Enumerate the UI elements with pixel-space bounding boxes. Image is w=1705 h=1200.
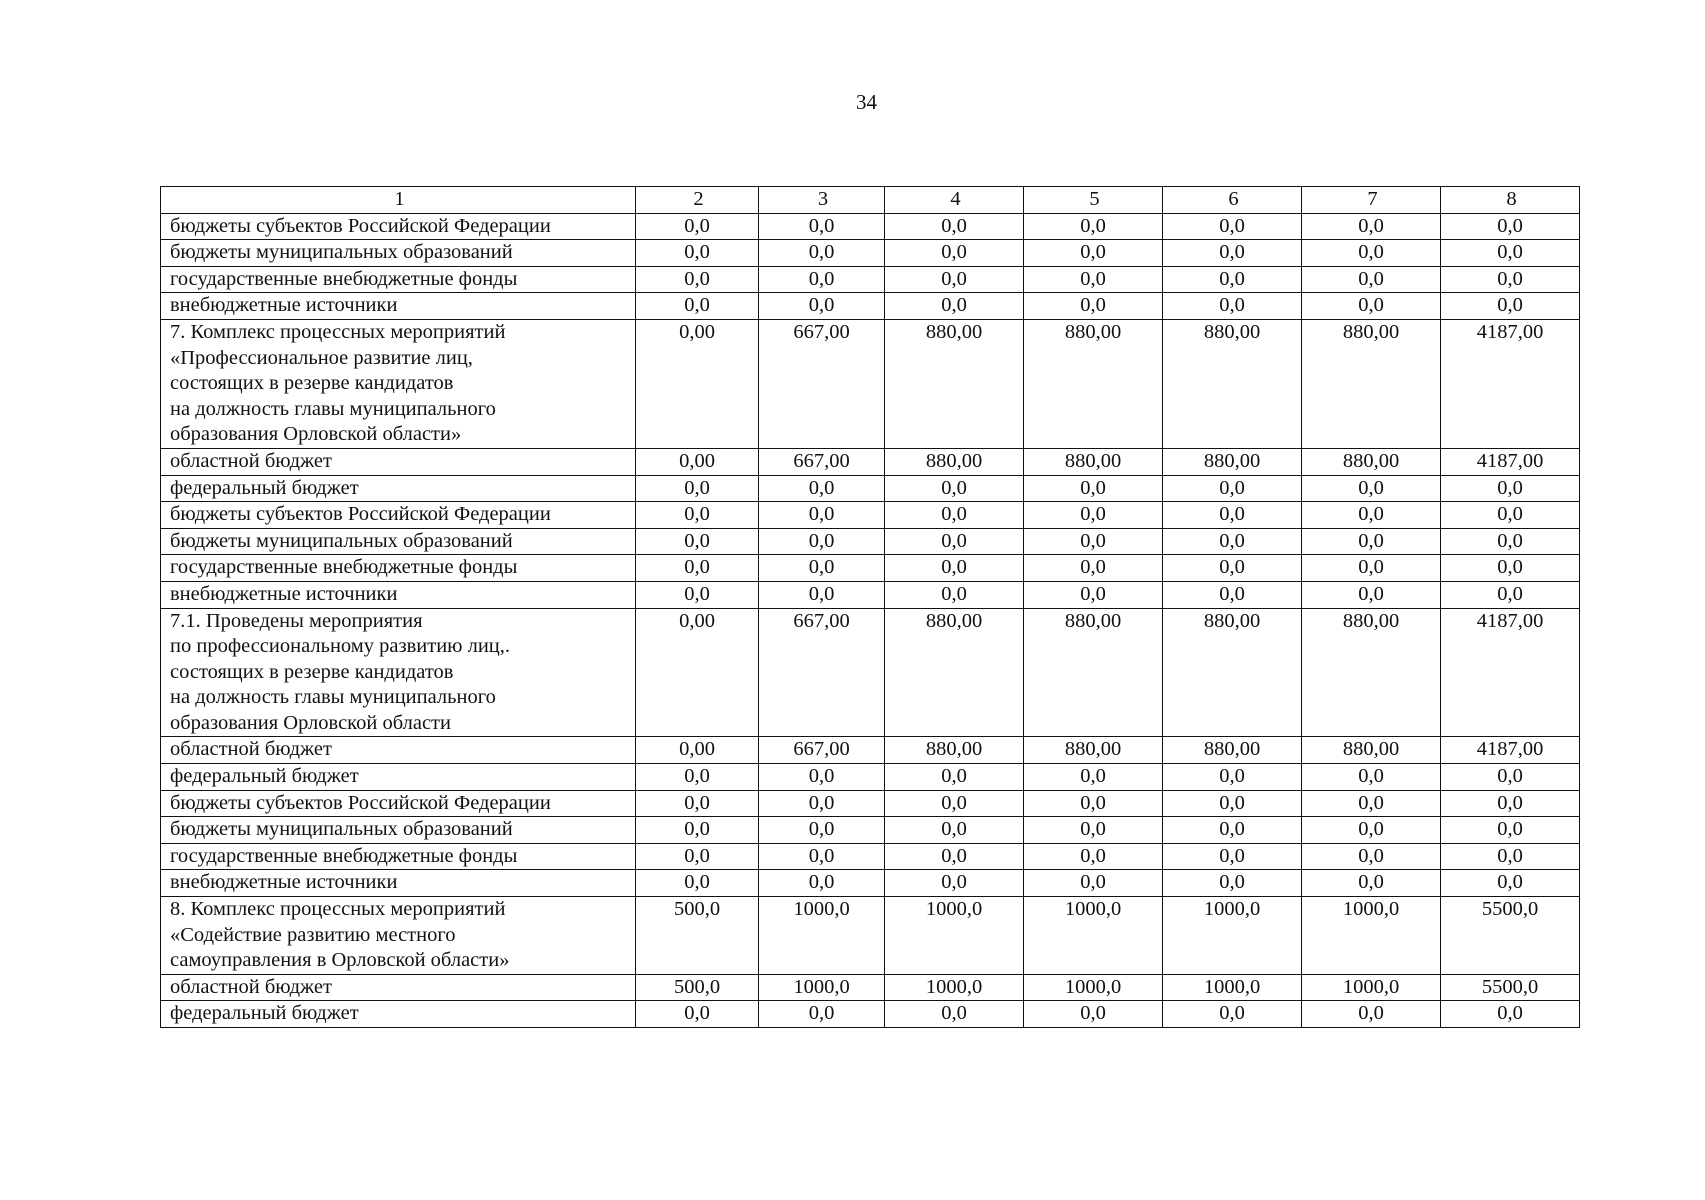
value-cell: 0,0 [1302, 817, 1441, 844]
table-row [161, 293, 1580, 320]
row-label [161, 240, 636, 267]
value-cell: 880,00 [1302, 319, 1441, 448]
table-row [161, 974, 1580, 1001]
value-cell: 880,00 [885, 448, 1024, 475]
value-cell: 880,00 [885, 608, 1024, 737]
value-cell: 0,0 [759, 528, 885, 555]
value-cell: 1000,0 [1024, 897, 1163, 975]
value-cell: 0,0 [885, 764, 1024, 791]
value-cell: 0,0 [1024, 502, 1163, 529]
value-cell: 5500,0 [1441, 974, 1580, 1001]
value-cell: 880,00 [1163, 319, 1302, 448]
table-row [161, 448, 1580, 475]
row-label-line: государственные внебюджетные фонды [170, 844, 518, 867]
value-cell: 0,0 [636, 870, 759, 897]
row-label [161, 974, 636, 1001]
row-label [161, 1001, 636, 1028]
row-label-line: федеральный бюджет [170, 1002, 359, 1025]
table-row [161, 319, 1580, 448]
row-label-line: внебюджетные источники [170, 871, 398, 894]
value-cell: 667,00 [759, 319, 885, 448]
row-label [161, 870, 636, 897]
value-cell: 0,0 [1163, 581, 1302, 608]
row-label-line: бюджеты субъектов Российской Федерации [170, 214, 551, 237]
value-cell: 0,0 [1024, 266, 1163, 293]
row-label [161, 293, 636, 320]
value-cell: 880,00 [1163, 737, 1302, 764]
value-cell: 1000,0 [759, 974, 885, 1001]
value-cell: 0,0 [1441, 502, 1580, 529]
value-cell: 0,0 [759, 240, 885, 267]
value-cell: 0,0 [636, 764, 759, 791]
value-cell: 880,00 [1024, 319, 1163, 448]
value-cell: 0,0 [759, 764, 885, 791]
value-cell: 1000,0 [885, 897, 1024, 975]
value-cell: 0,0 [1163, 555, 1302, 582]
value-cell: 0,0 [1441, 475, 1580, 502]
value-cell: 0,0 [636, 213, 759, 240]
value-cell: 880,00 [1163, 608, 1302, 737]
value-cell: 0,0 [1441, 213, 1580, 240]
value-cell: 880,00 [885, 737, 1024, 764]
value-cell: 0,0 [1024, 581, 1163, 608]
value-cell: 0,0 [1163, 790, 1302, 817]
row-label [161, 737, 636, 764]
table-row [161, 737, 1580, 764]
value-cell: 4187,00 [1441, 319, 1580, 448]
value-cell: 880,00 [885, 319, 1024, 448]
row-label-line: на должность главы муниципального [170, 397, 496, 420]
value-cell: 0,0 [885, 266, 1024, 293]
column-header: 6 [1163, 187, 1302, 214]
row-label-line: областной бюджет [170, 975, 332, 998]
value-cell: 0,0 [636, 790, 759, 817]
value-cell: 880,00 [1024, 737, 1163, 764]
value-cell: 0,0 [1441, 790, 1580, 817]
value-cell: 500,0 [636, 897, 759, 975]
value-cell: 1000,0 [885, 974, 1024, 1001]
row-label-line: состоящих в резерве кандидатов [170, 660, 454, 683]
row-label-line: бюджеты субъектов Российской Федерации [170, 791, 551, 814]
value-cell: 0,0 [1441, 581, 1580, 608]
row-label-line: бюджеты муниципальных образований [170, 529, 513, 552]
value-cell: 880,00 [1302, 448, 1441, 475]
value-cell: 0,0 [1302, 293, 1441, 320]
page-number: 34 [856, 90, 877, 114]
value-cell: 0,0 [759, 581, 885, 608]
row-label-line: бюджеты муниципальных образований [170, 818, 513, 841]
row-label-line: государственные внебюджетные фонды [170, 556, 518, 579]
value-cell: 0,0 [1024, 1001, 1163, 1028]
value-cell: 4187,00 [1441, 448, 1580, 475]
row-label [161, 266, 636, 293]
value-cell: 0,0 [885, 475, 1024, 502]
row-label-line: самоуправления в Орловской области» [170, 949, 510, 972]
value-cell: 0,0 [1024, 843, 1163, 870]
value-cell: 0,0 [759, 502, 885, 529]
value-cell: 0,0 [1163, 528, 1302, 555]
value-cell: 0,0 [1302, 502, 1441, 529]
value-cell: 0,0 [1302, 764, 1441, 791]
value-cell: 0,0 [636, 528, 759, 555]
table-row [161, 266, 1580, 293]
row-label-line: бюджеты субъектов Российской Федерации [170, 503, 551, 526]
value-cell: 0,0 [1441, 555, 1580, 582]
table-row [161, 608, 1580, 737]
value-cell: 0,0 [759, 213, 885, 240]
value-cell: 0,0 [1163, 213, 1302, 240]
value-cell: 0,0 [1302, 843, 1441, 870]
value-cell: 880,00 [1302, 737, 1441, 764]
value-cell: 5500,0 [1441, 897, 1580, 975]
value-cell: 0,0 [1024, 475, 1163, 502]
value-cell: 0,0 [1163, 1001, 1302, 1028]
value-cell: 0,0 [1163, 843, 1302, 870]
value-cell: 0,0 [1441, 266, 1580, 293]
row-label-line: бюджеты муниципальных образований [170, 241, 513, 264]
table-row [161, 502, 1580, 529]
value-cell: 1000,0 [1024, 974, 1163, 1001]
row-label [161, 475, 636, 502]
row-label [161, 790, 636, 817]
value-cell: 0,00 [636, 319, 759, 448]
row-label [161, 528, 636, 555]
row-label [161, 897, 636, 975]
value-cell: 0,0 [885, 502, 1024, 529]
value-cell: 0,0 [1024, 555, 1163, 582]
value-cell: 0,0 [1163, 502, 1302, 529]
value-cell: 1000,0 [759, 897, 885, 975]
row-label [161, 319, 636, 448]
value-cell: 1000,0 [1163, 974, 1302, 1001]
value-cell: 0,0 [759, 817, 885, 844]
row-label-line: «Профессиональное развитие лиц, [170, 346, 473, 369]
value-cell: 0,0 [1163, 870, 1302, 897]
value-cell: 1000,0 [1302, 897, 1441, 975]
table-row [161, 870, 1580, 897]
value-cell: 0,0 [636, 502, 759, 529]
value-cell: 0,0 [1163, 240, 1302, 267]
row-label [161, 764, 636, 791]
value-cell: 0,0 [1163, 293, 1302, 320]
value-cell: 0,0 [1302, 1001, 1441, 1028]
row-label-line: образования Орловской области» [170, 423, 462, 446]
value-cell: 0,0 [1441, 240, 1580, 267]
value-cell: 0,0 [636, 293, 759, 320]
value-cell: 0,0 [1302, 790, 1441, 817]
value-cell: 0,0 [636, 475, 759, 502]
column-header: 1 [161, 187, 636, 214]
value-cell: 0,0 [759, 790, 885, 817]
value-cell: 0,0 [759, 266, 885, 293]
table-row [161, 897, 1580, 975]
value-cell: 0,0 [1441, 1001, 1580, 1028]
value-cell: 0,0 [885, 528, 1024, 555]
value-cell: 0,0 [1302, 266, 1441, 293]
row-label-line: состоящих в резерве кандидатов [170, 372, 454, 395]
row-label-line: 7.1. Проведены мероприятия [170, 609, 423, 632]
value-cell: 0,0 [636, 1001, 759, 1028]
value-cell: 667,00 [759, 448, 885, 475]
value-cell: 0,0 [1024, 213, 1163, 240]
row-label [161, 608, 636, 737]
row-label-line: государственные внебюджетные фонды [170, 267, 518, 290]
row-label-line: 8. Комплекс процессных мероприятий [170, 898, 506, 921]
value-cell: 880,00 [1024, 448, 1163, 475]
row-label-line: областной бюджет [170, 449, 332, 472]
value-cell: 0,0 [1441, 764, 1580, 791]
value-cell: 0,0 [885, 293, 1024, 320]
column-header: 8 [1441, 187, 1580, 214]
row-label-line: образования Орловской области [170, 711, 451, 734]
value-cell: 0,00 [636, 448, 759, 475]
value-cell: 0,0 [1302, 870, 1441, 897]
column-header: 2 [636, 187, 759, 214]
row-label [161, 555, 636, 582]
value-cell: 0,0 [636, 843, 759, 870]
value-cell: 0,0 [885, 790, 1024, 817]
value-cell: 0,0 [885, 555, 1024, 582]
value-cell: 0,0 [1441, 817, 1580, 844]
value-cell: 0,0 [1302, 240, 1441, 267]
value-cell: 667,00 [759, 608, 885, 737]
value-cell: 0,0 [1024, 764, 1163, 791]
row-label-line: на должность главы муниципального [170, 686, 496, 709]
value-cell: 0,0 [885, 1001, 1024, 1028]
value-cell: 0,0 [1441, 870, 1580, 897]
row-label [161, 502, 636, 529]
value-cell: 500,0 [636, 974, 759, 1001]
table-row [161, 843, 1580, 870]
value-cell: 0,0 [636, 581, 759, 608]
value-cell: 0,00 [636, 737, 759, 764]
value-cell: 0,0 [759, 475, 885, 502]
column-header: 7 [1302, 187, 1441, 214]
table-row [161, 1001, 1580, 1028]
value-cell: 0,0 [885, 817, 1024, 844]
value-cell: 0,0 [885, 240, 1024, 267]
value-cell: 0,0 [1163, 475, 1302, 502]
value-cell: 4187,00 [1441, 737, 1580, 764]
value-cell: 0,0 [759, 555, 885, 582]
value-cell: 0,0 [636, 817, 759, 844]
value-cell: 0,0 [636, 555, 759, 582]
value-cell: 0,0 [885, 870, 1024, 897]
value-cell: 4187,00 [1441, 608, 1580, 737]
row-label-line: «Содействие развитию местного [170, 923, 456, 946]
value-cell: 0,0 [1441, 528, 1580, 555]
row-label [161, 817, 636, 844]
table-row [161, 213, 1580, 240]
value-cell: 0,0 [1441, 843, 1580, 870]
value-cell: 1000,0 [1163, 897, 1302, 975]
budget-table [160, 186, 1580, 1028]
value-cell: 1000,0 [1302, 974, 1441, 1001]
row-label [161, 581, 636, 608]
value-cell: 0,0 [1441, 293, 1580, 320]
value-cell: 880,00 [1024, 608, 1163, 737]
row-label-line: 7. Комплекс процессных мероприятий [170, 320, 506, 343]
value-cell: 0,0 [636, 266, 759, 293]
value-cell: 0,0 [1302, 475, 1441, 502]
value-cell: 880,00 [1302, 608, 1441, 737]
column-header: 5 [1024, 187, 1163, 214]
value-cell: 0,0 [1302, 581, 1441, 608]
value-cell: 0,0 [1024, 790, 1163, 817]
value-cell: 0,0 [1024, 293, 1163, 320]
value-cell: 0,0 [1024, 817, 1163, 844]
value-cell: 0,0 [1163, 817, 1302, 844]
row-label [161, 448, 636, 475]
table-row [161, 790, 1580, 817]
table-row [161, 581, 1580, 608]
column-header: 3 [759, 187, 885, 214]
value-cell: 0,0 [1024, 528, 1163, 555]
value-cell: 0,0 [1163, 764, 1302, 791]
row-label [161, 213, 636, 240]
value-cell: 0,0 [1302, 213, 1441, 240]
row-label-line: по профессиональному развитию лиц,. [170, 635, 511, 658]
value-cell: 0,0 [885, 581, 1024, 608]
value-cell: 0,0 [885, 213, 1024, 240]
table-body [161, 187, 1580, 1028]
value-cell: 880,00 [1163, 448, 1302, 475]
table-row [161, 475, 1580, 502]
value-cell: 0,0 [759, 870, 885, 897]
table-row [161, 817, 1580, 844]
row-label-line: федеральный бюджет [170, 765, 359, 788]
row-label-line: федеральный бюджет [170, 476, 359, 499]
table-row [161, 555, 1580, 582]
row-label-line: областной бюджет [170, 738, 332, 761]
value-cell: 0,0 [1302, 528, 1441, 555]
row-label-line: внебюджетные источники [170, 582, 398, 605]
value-cell: 0,0 [759, 1001, 885, 1028]
value-cell: 0,0 [1024, 870, 1163, 897]
value-cell: 0,0 [1163, 266, 1302, 293]
row-label [161, 843, 636, 870]
column-header: 4 [885, 187, 1024, 214]
table-row [161, 240, 1580, 267]
value-cell: 0,00 [636, 608, 759, 737]
value-cell: 0,0 [1024, 240, 1163, 267]
value-cell: 0,0 [636, 240, 759, 267]
table-row [161, 528, 1580, 555]
row-label-line: внебюджетные источники [170, 294, 398, 317]
value-cell: 0,0 [759, 293, 885, 320]
value-cell: 0,0 [1302, 555, 1441, 582]
table-row [161, 764, 1580, 791]
value-cell: 0,0 [885, 843, 1024, 870]
value-cell: 0,0 [759, 843, 885, 870]
value-cell: 667,00 [759, 737, 885, 764]
table-header-row [161, 187, 1580, 214]
